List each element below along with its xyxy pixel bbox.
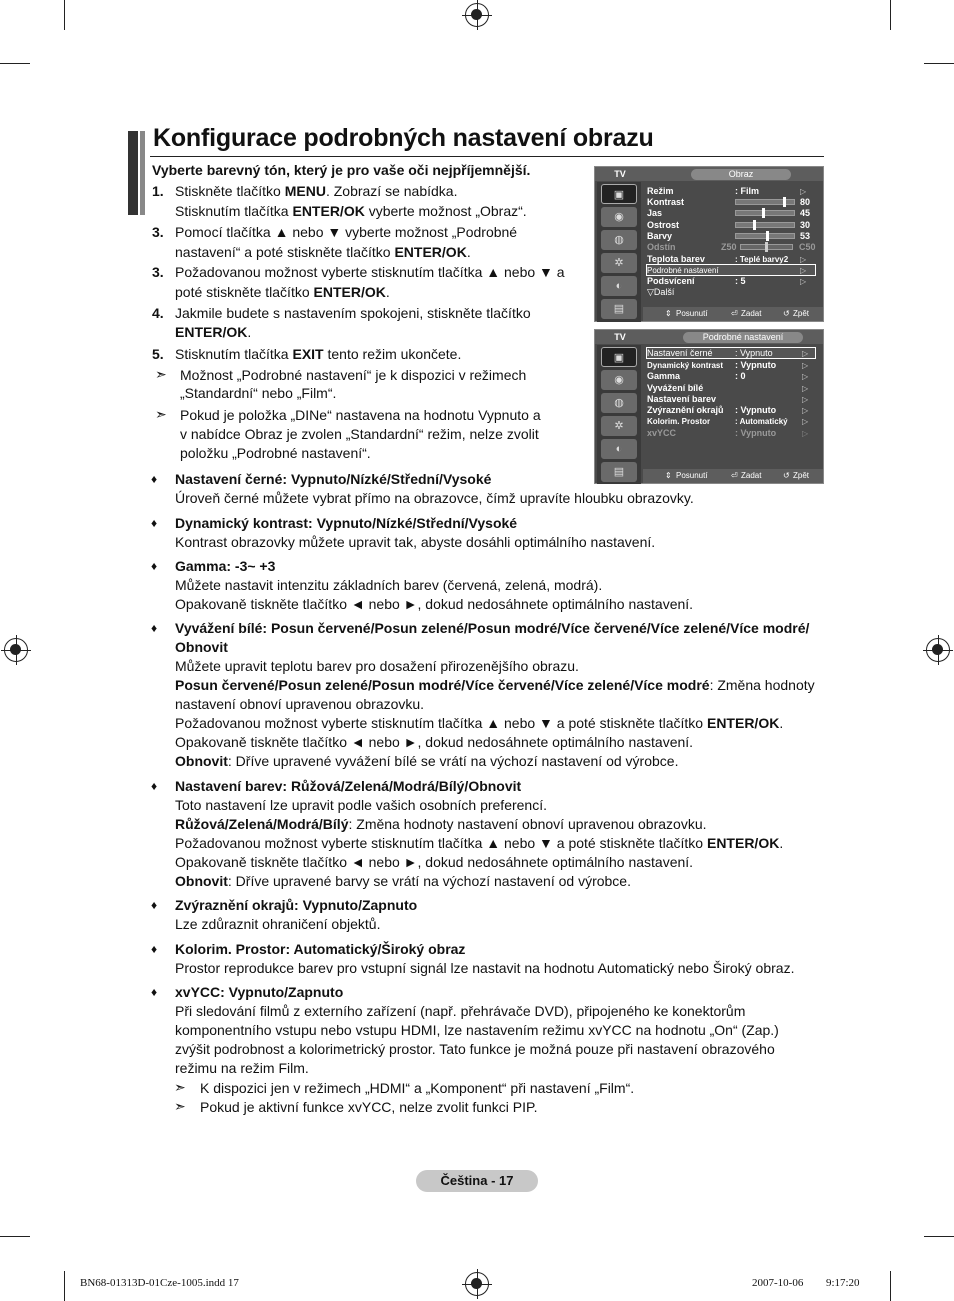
menu-row-value: : Vypnuto bbox=[735, 348, 773, 358]
menu-row-label[interactable]: Jas bbox=[647, 208, 663, 218]
section-text: nastavení obnoví upravenou obrazovku. bbox=[175, 696, 425, 712]
return-icon: ↺ bbox=[783, 309, 790, 318]
contrast-slider[interactable] bbox=[735, 199, 795, 205]
page-title: Konfigurace podrobných nastavení obrazu bbox=[153, 124, 654, 152]
slider-thumb[interactable] bbox=[762, 208, 765, 218]
arrow-right-icon: ▷ bbox=[802, 372, 809, 381]
step-text: poté stiskněte tlačítko ENTER/OK. bbox=[175, 284, 390, 300]
section-text: Obnovit: Dříve upravené barvy se vrátí na výchozí nastavení od výrobce. bbox=[175, 873, 631, 889]
bullet-icon: ♦ bbox=[151, 516, 158, 530]
enter-icon: ⏎ bbox=[731, 309, 738, 318]
return-icon: ↺ bbox=[783, 471, 790, 480]
section-heading: Nastavení barev: Růžová/Zelená/Modrá/Bílý/Obnovit bbox=[175, 778, 522, 794]
menu-row-label[interactable]: Podrobné nastavení bbox=[647, 266, 719, 275]
intro-text: Vyberte barevný tón, který je pro vaše oči nejpříjemnější. bbox=[152, 162, 531, 178]
menu-footer bbox=[643, 469, 823, 483]
slider-thumb[interactable] bbox=[783, 197, 786, 207]
tv-menu-obraz bbox=[594, 166, 824, 322]
menu-tv-label: TV bbox=[614, 169, 626, 179]
menu-footer bbox=[643, 307, 823, 321]
arrow-right-icon: ▷ bbox=[800, 277, 807, 286]
note-icon: ➣ bbox=[174, 1098, 186, 1114]
step-text: Požadovanou možnost vyberte stisknutím tlačítka ▲ nebo ▼ a bbox=[175, 264, 565, 280]
note-text: Možnost „Podrobné nastavení“ je k dispozici v režimech bbox=[180, 367, 527, 383]
crop-mark bbox=[924, 63, 954, 64]
menu-sidebar bbox=[597, 345, 641, 484]
menu-row-label[interactable]: Kontrast bbox=[647, 197, 685, 207]
registration-mark-icon bbox=[4, 638, 28, 662]
section-text: režimu na režim Film. bbox=[175, 1060, 309, 1076]
section-text: Při sledování filmů z externího zařízení (např. přehrávače DVD), připojeného ke konektorům bbox=[175, 1003, 746, 1019]
menu-row-label[interactable]: Teplota barev bbox=[647, 254, 705, 264]
section-heading: Zvýraznění okrajů: Vypnuto/Zapnuto bbox=[175, 897, 418, 913]
section-text: Růžová/Zelená/Modrá/Bílý: Změna hodnoty nastavení obnoví upravenou obrazovku. bbox=[175, 816, 707, 832]
section-text: Kontrast obrazovky můžete upravit tak, abyste dosáhli optimálního nastavení. bbox=[175, 534, 656, 550]
step-text: Jakmile budete s nastavením spokojeni, stiskněte tlačítko bbox=[175, 305, 531, 321]
tint-slider bbox=[740, 244, 793, 250]
note-text: Pokud je aktivní funkce xvYCC, nelze zvolit funkci PIP. bbox=[200, 1099, 538, 1115]
menu-row-label[interactable]: ▽Další bbox=[647, 287, 675, 297]
section-text: Opakovaně tiskněte tlačítko ◄ nebo ►, dokud nedosáhnete optimálního nastavení. bbox=[175, 854, 694, 870]
menu-row-label[interactable]: Režim bbox=[647, 186, 674, 196]
menu-tv-label: TV bbox=[614, 332, 626, 342]
registration-mark-icon bbox=[465, 1272, 489, 1296]
footer-back: Zpět bbox=[793, 309, 810, 318]
updown-icon: ⇕ bbox=[665, 471, 672, 480]
arrow-right-icon: ▷ bbox=[800, 255, 807, 264]
menu-title: Podrobné nastavení bbox=[683, 332, 803, 343]
slider-thumb[interactable] bbox=[766, 231, 769, 241]
crop-mark bbox=[64, 0, 65, 30]
section-text: Obnovit: Dříve upravené vyvážení bílé se vrátí na výchozí nastavení od výrobce. bbox=[175, 753, 679, 769]
title-rule bbox=[150, 156, 824, 157]
menu-row-value: 80 bbox=[800, 197, 811, 207]
registration-mark-icon bbox=[926, 638, 950, 662]
channel-icon[interactable]: ◍ bbox=[601, 393, 637, 413]
arrow-right-icon: ▷ bbox=[800, 187, 807, 196]
step-text: Stiskněte tlačítko MENU. Zobrazí se nabídka. bbox=[175, 183, 458, 199]
arrow-right-icon: ▷ bbox=[802, 429, 809, 438]
note-text: „Standardní“ nebo „Film“. bbox=[180, 385, 337, 401]
footer-enter: Zadat bbox=[741, 471, 762, 480]
page-number: Čeština - 17 bbox=[416, 1170, 538, 1192]
note-text: položku „Podrobné nastavení“. bbox=[180, 445, 371, 461]
note-icon: ➣ bbox=[155, 366, 167, 382]
menu-sidebar bbox=[597, 182, 641, 322]
menu-row-value: Z50 bbox=[721, 242, 737, 252]
setup-icon[interactable]: ✲ bbox=[601, 253, 637, 273]
section-text: komponentního vstupu nebo vstupu HDMI, lze nastavením režimu xvYCC na hodnotu „On“ (Zap.) bbox=[175, 1022, 779, 1038]
menu-row-label[interactable]: Dynamický kontrast bbox=[647, 361, 724, 370]
channel-icon[interactable]: ◍ bbox=[601, 230, 637, 250]
section-heading: Gamma: -3~ +3 bbox=[175, 558, 276, 574]
note-icon: ➣ bbox=[155, 406, 167, 422]
menu-row-label[interactable]: Vyvážení bílé bbox=[647, 383, 704, 393]
section-heading: Dynamický kontrast: Vypnuto/Nízké/Střední/Vysoké bbox=[175, 515, 518, 531]
step-number: 3. bbox=[152, 264, 164, 280]
bullet-icon: ♦ bbox=[151, 472, 158, 486]
menu-row-label[interactable]: Kolorim. Prostor bbox=[647, 417, 711, 426]
menu-row-label[interactable]: Gamma bbox=[647, 371, 681, 381]
menu-title: Obraz bbox=[691, 169, 791, 180]
arrow-right-icon: ▷ bbox=[802, 384, 809, 393]
crop-mark bbox=[924, 1236, 954, 1237]
bullet-icon: ♦ bbox=[151, 779, 158, 793]
step-text: ENTER/OK. bbox=[175, 324, 252, 340]
brightness-slider[interactable] bbox=[735, 210, 795, 216]
registration-mark-icon bbox=[465, 3, 489, 27]
menu-row-value: : Automatický bbox=[735, 417, 788, 426]
section-heading: Kolorim. Prostor: Automatický/Široký obraz bbox=[175, 941, 466, 957]
section-text: Lze zdůraznit ohraničení objektů. bbox=[175, 916, 381, 932]
section-text: zvýšit podrobnost a kolorimetrický prostor. Tato funkce je možná pouze při nastavení obrazového bbox=[175, 1041, 775, 1057]
menu-row-label: Odstín bbox=[647, 242, 676, 252]
crop-mark bbox=[890, 1271, 891, 1301]
menu-row-value: : Vypnuto bbox=[735, 360, 777, 370]
note-text: v nabídce Obraz je zvolen „Standardní“ režim, nelze zvolit bbox=[180, 426, 539, 442]
step-number: 5. bbox=[152, 346, 164, 362]
menu-row-label[interactable]: Zvýraznění okrajů bbox=[647, 405, 724, 415]
menu-row-label: xvYCC bbox=[647, 428, 677, 438]
footer-back: Zpět bbox=[793, 471, 810, 480]
sound-icon[interactable]: ◉ bbox=[601, 207, 637, 227]
menu-row-value: 30 bbox=[800, 220, 811, 230]
section-text: Požadovanou možnost vyberte stisknutím tlačítka ▲ nebo ▼ a poté stiskněte tlačítko ENTER/OK. bbox=[175, 835, 784, 851]
section-text: Požadovanou možnost vyberte stisknutím tlačítka ▲ nebo ▼ a poté stiskněte tlačítko ENTER/OK. bbox=[175, 715, 784, 731]
bullet-icon: ♦ bbox=[151, 898, 158, 912]
crop-mark bbox=[0, 1236, 30, 1237]
input-icon[interactable]: ◐ bbox=[601, 276, 637, 296]
print-slug: 2007-10-06 ￿￿ 9:17:20 bbox=[752, 1277, 860, 1289]
sharpness-slider[interactable] bbox=[735, 222, 795, 228]
menu-row-label[interactable]: Nastavení barev bbox=[647, 394, 717, 404]
menu-row-label[interactable]: Nastavení černé bbox=[647, 348, 713, 358]
print-slug: BN68-01313D-01Cze-1005.indd 17 bbox=[80, 1277, 239, 1289]
menu-row-value: 53 bbox=[800, 231, 811, 241]
section-text: Prostor reprodukce barev pro vstupní signál lze nastavit na hodnotu Automatický nebo Široký obraz. bbox=[175, 960, 795, 976]
menu-row-label[interactable]: Barvy bbox=[647, 231, 673, 241]
arrow-right-icon: ▷ bbox=[800, 266, 807, 275]
footer-move: Posunutí bbox=[676, 309, 708, 318]
step-number: 1. bbox=[152, 183, 164, 199]
section-heading: Nastavení černé: Vypnuto/Nízké/Střední/Vysoké bbox=[175, 471, 492, 487]
setup-icon[interactable]: ✲ bbox=[601, 416, 637, 436]
updown-icon: ⇕ bbox=[665, 309, 672, 318]
step-text: Pomocí tlačítka ▲ nebo ▼ vyberte možnost „Podrobné bbox=[175, 224, 518, 240]
footer-move: Posunutí bbox=[676, 471, 708, 480]
bullet-icon: ♦ bbox=[151, 621, 158, 635]
arrow-right-icon: ▷ bbox=[802, 361, 809, 370]
footer-enter: Zadat bbox=[741, 309, 762, 318]
picture-icon[interactable]: ▣ bbox=[601, 347, 637, 367]
enter-icon: ⏎ bbox=[731, 471, 738, 480]
section-text: Můžete nastavit intenzitu základních barev (červená, zelená, modrá). bbox=[175, 577, 603, 593]
menu-row-value: 45 bbox=[800, 208, 811, 218]
bullet-icon: ♦ bbox=[151, 559, 158, 573]
application-icon[interactable]: ▤ bbox=[601, 462, 637, 482]
section-text: Posun červené/Posun zelené/Posun modré/Více červené/Více zelené/Více modré: Změna hodnoty bbox=[175, 677, 815, 693]
menu-row-value: : Film bbox=[735, 186, 759, 196]
note-text: K dispozici jen v režimech „HDMI“ a „Komponent“ při nastavení „Film“. bbox=[200, 1080, 635, 1096]
tv-menu-podrobne bbox=[594, 329, 824, 484]
menu-row-label[interactable]: Podsvícení bbox=[647, 276, 695, 286]
arrow-right-icon: ▷ bbox=[802, 349, 809, 358]
color-slider[interactable] bbox=[735, 233, 795, 239]
menu-row-value: : 5 bbox=[735, 276, 746, 286]
input-icon[interactable]: ◐ bbox=[601, 439, 637, 459]
section-heading: Obnovit bbox=[175, 639, 228, 655]
application-icon[interactable]: ▤ bbox=[601, 299, 637, 319]
arrow-right-icon: ▷ bbox=[802, 395, 809, 404]
bullet-icon: ♦ bbox=[151, 942, 158, 956]
slider-thumb bbox=[765, 242, 768, 252]
note-text: Pokud je položka „DINe“ nastavena na hodnotu Vypnuto a bbox=[180, 407, 541, 423]
step-number: 4. bbox=[152, 305, 164, 321]
menu-row-value: : 0 bbox=[735, 371, 746, 381]
section-text: Opakovaně tiskněte tlačítko ◄ nebo ►, dokud nedosáhnete optimálního nastavení. bbox=[175, 596, 694, 612]
picture-icon[interactable]: ▣ bbox=[601, 184, 637, 204]
section-text: Úroveň černé můžete vybrat přímo na obrazovce, čímž upravíte hloubku obrazovky. bbox=[175, 490, 694, 506]
crop-mark bbox=[64, 1271, 65, 1301]
menu-row-value: : Vypnuto bbox=[735, 428, 777, 438]
arrow-right-icon: ▷ bbox=[802, 417, 809, 426]
bullet-icon: ♦ bbox=[151, 985, 158, 999]
menu-row-label[interactable]: Ostrost bbox=[647, 220, 680, 230]
section-text: Můžete upravit teplotu barev pro dosažení přirozenějšího obrazu. bbox=[175, 658, 579, 674]
step-text: Stisknutím tlačítka ENTER/OK vyberte možnost „Obraz“. bbox=[175, 203, 527, 219]
menu-row-value: C50 bbox=[799, 242, 816, 252]
crop-mark bbox=[890, 0, 891, 30]
crop-mark bbox=[0, 63, 30, 64]
section-heading: xvYCC: Vypnuto/Zapnuto bbox=[175, 984, 344, 1000]
step-number: 3. bbox=[152, 224, 164, 240]
slider-thumb[interactable] bbox=[753, 220, 756, 230]
arrow-right-icon: ▷ bbox=[802, 406, 809, 415]
menu-row-value: : Vypnuto bbox=[735, 405, 777, 415]
section-text: Opakovaně tiskněte tlačítko ◄ nebo ►, dokud nedosáhnete optimálního nastavení. bbox=[175, 734, 694, 750]
step-text: Stisknutím tlačítka EXIT tento režim ukončete. bbox=[175, 346, 462, 362]
section-heading: Vyvážení bílé: Posun červené/Posun zelené/Posun modré/Více červené/Více zelené/Více modré/ bbox=[175, 620, 810, 636]
title-accent-bar bbox=[140, 131, 145, 215]
note-icon: ➣ bbox=[174, 1079, 186, 1095]
title-accent-bar bbox=[128, 131, 138, 215]
sound-icon[interactable]: ◉ bbox=[601, 370, 637, 390]
section-text: Toto nastavení lze upravit podle vašich osobních preferencí. bbox=[175, 797, 547, 813]
menu-row-value: : Teplé barvy2 bbox=[735, 255, 789, 264]
step-text: nastavení“ a poté stiskněte tlačítko ENTER/OK. bbox=[175, 244, 471, 260]
